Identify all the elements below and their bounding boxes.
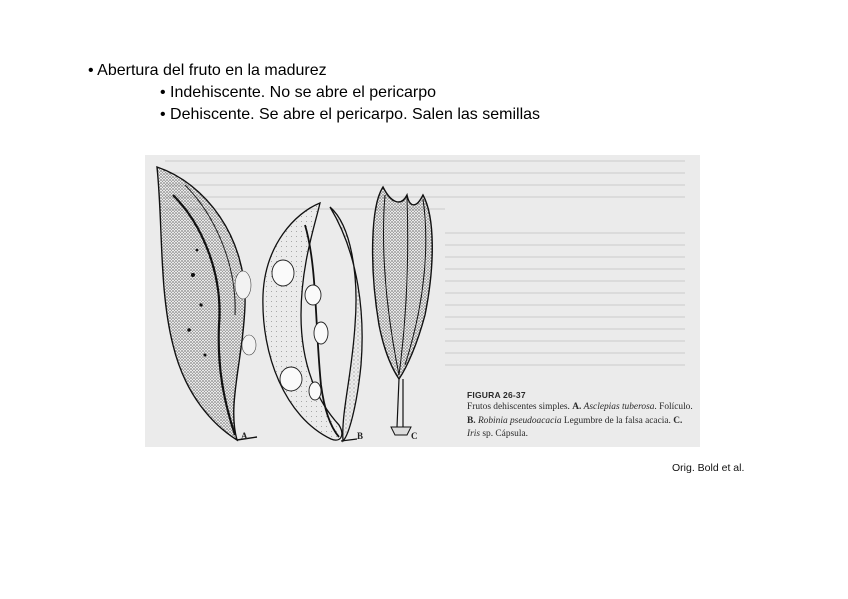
caption-p4: sp. Cápsula. bbox=[480, 429, 528, 439]
source-attribution: Orig. Bold et al. bbox=[672, 462, 745, 474]
caption-p1: Frutos dehiscentes simples. bbox=[467, 402, 573, 412]
panel-label-c: C bbox=[411, 431, 418, 441]
bullet-indehiscente: • Indehiscente. No se abre el pericarpo bbox=[160, 84, 436, 101]
bullet-main: • Abertura del fruto en la madurez bbox=[88, 62, 327, 79]
caption-b-letter: B. bbox=[467, 415, 476, 426]
caption-a-letter: A. bbox=[572, 402, 582, 412]
figure-title: FIGURA 26-37 bbox=[467, 390, 526, 400]
capsule-c-drawing bbox=[373, 187, 433, 435]
panel-label-a: A bbox=[241, 431, 248, 441]
follicle-a-drawing bbox=[157, 167, 257, 440]
caption-b-species: Robinia pseudoacacia bbox=[477, 415, 562, 426]
bullet-list bbox=[88, 60, 540, 126]
bullet-dehiscente: • Dehiscente. Se abre el pericarpo. Salen las semillas bbox=[160, 106, 541, 123]
fruit-illustration-figure bbox=[145, 155, 700, 447]
caption-c-letter: C. bbox=[673, 415, 683, 426]
figure-caption bbox=[467, 389, 695, 442]
caption-p2: . Folículo. bbox=[654, 402, 693, 412]
caption-p3: Legumbre de la falsa acacia. bbox=[561, 415, 674, 426]
caption-a-species: Asclepias tuberosa bbox=[583, 402, 655, 412]
panel-label-b: B bbox=[357, 431, 364, 441]
legume-b-drawing bbox=[263, 203, 362, 441]
caption-c-species: Iris bbox=[467, 429, 481, 439]
